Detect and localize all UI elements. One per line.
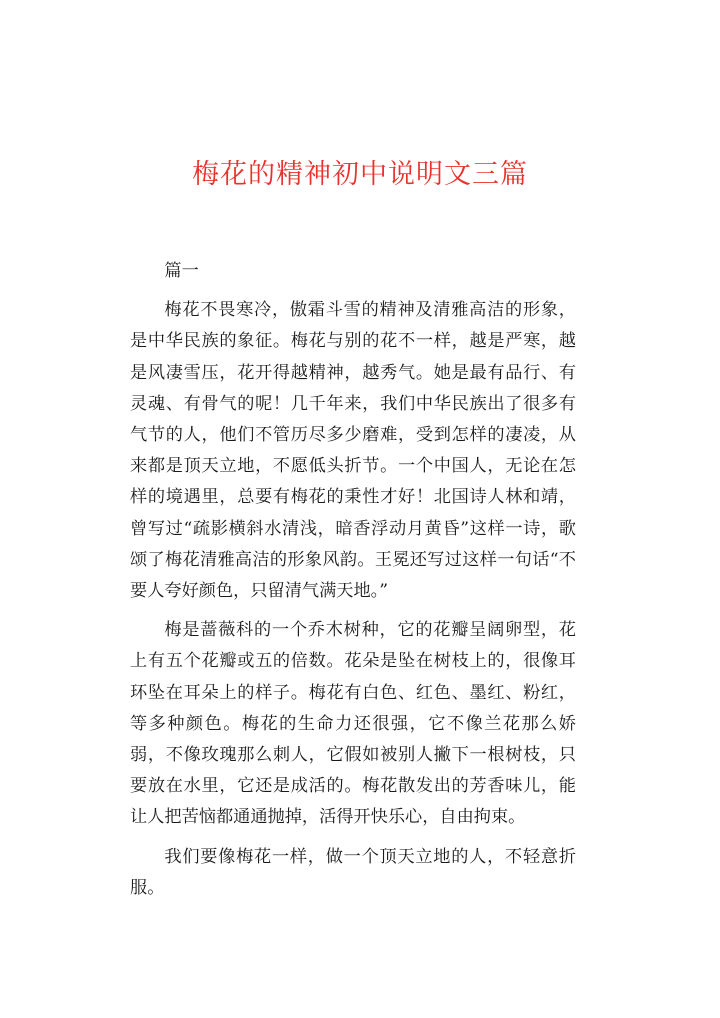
- paragraph-1: 梅花不畏寒冷，傲霜斗雪的精神及清雅高洁的形象，是中华民族的象征。梅花与别的花不一样，越是严寒，越是风凄雪压，花开得越精神，越秀气。她是最有品行、有灵魂、有骨气的呢！几千年来，我们中华民族出了很多有气节的人，他们不管历尽多少磨难，受到怎样的凄凌，从来都是顶天立地，不愿低头折节。一个中国人，无论在怎样的境遇里，总要有梅花的秉性才好！北国诗人林和靖，曾写过“疏影横斜水清浅，暗香浮动月黄昏”这样一诗，歌颂了梅花清雅高洁的形象风韵。王冕还写过这样一句话“不要人夸好颜色，只留清气满天地。”: [130, 300, 576, 602]
- document-body: [130, 256, 576, 912]
- section-label: 篇一: [164, 261, 199, 281]
- paragraph-3: 我们要像梅花一样，做一个顶天立地的人，不轻意折服。: [130, 846, 576, 898]
- document-title: 梅花的精神初中说明文三篇: [192, 159, 528, 190]
- paragraph-2: 梅是蔷薇科的一个乔木树种，它的花瓣呈阔卵型，花上有五个花瓣或五的倍数。花朵是坠在树枝上的，很像耳环坠在耳朵上的样子。梅花有白色、红色、墨红、粉红，等多种颜色。梅花的生命力还很强，它不像兰花那么娇弱，不像玫瑰那么刺人，它假如被别人撇下一根树枝，只要放在水里，它还是成活的。梅花散发出的芳香味儿，能让人把苦恼都通通抛掉，活得开快乐心，自由拘束。: [130, 620, 576, 828]
